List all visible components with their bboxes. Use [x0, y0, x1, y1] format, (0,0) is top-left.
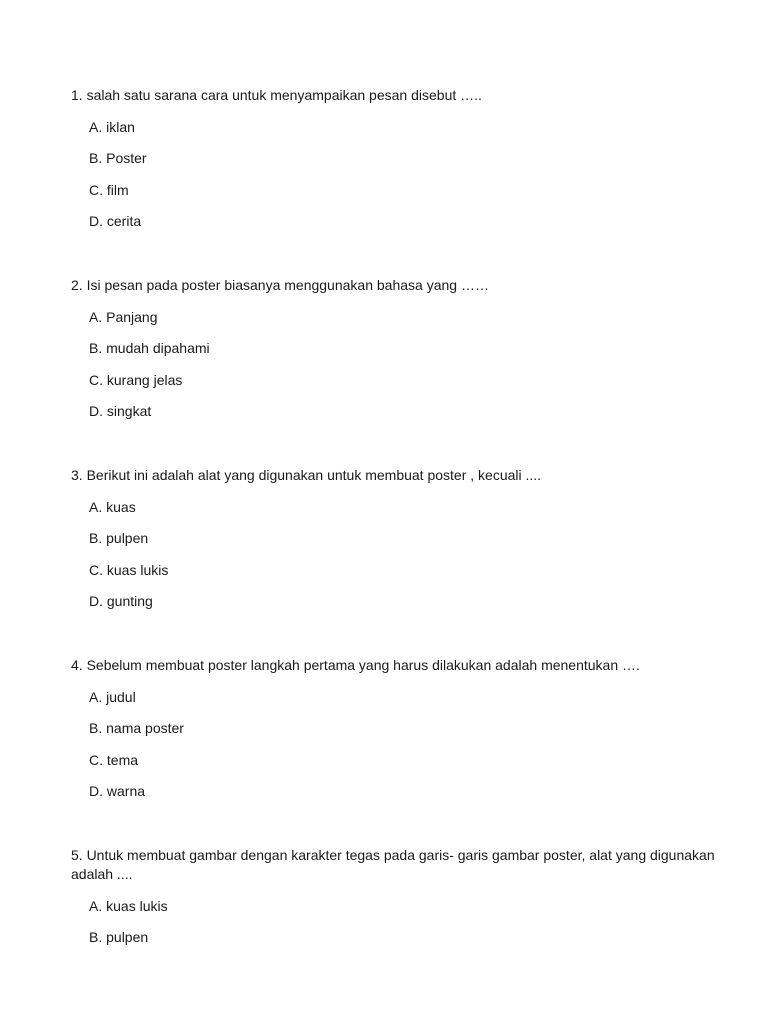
- answer-options: [71, 688, 721, 802]
- answer-option-b: B. pulpen: [89, 929, 149, 946]
- question-text: 2. Isi pesan pada poster biasanya menggunakan bahasa yang ……: [71, 277, 489, 293]
- question-2: [71, 276, 721, 421]
- question-5: [71, 846, 721, 947]
- answer-option-c: C. tema: [89, 751, 139, 768]
- answer-option-b: B. Poster: [89, 150, 147, 167]
- answer-option-d: D. warna: [89, 783, 146, 800]
- answer-options: [71, 498, 721, 612]
- answer-option-a: A. iklan: [89, 118, 135, 135]
- answer-options: [71, 118, 721, 232]
- question-4: [71, 656, 721, 801]
- answer-option-c: C. kuas lukis: [89, 561, 169, 578]
- answer-option-b: B. nama poster: [89, 720, 184, 737]
- answer-option-d: D. gunting: [89, 593, 153, 610]
- answer-option-d: D. singkat: [89, 403, 152, 420]
- answer-option-a: A. kuas lukis: [89, 897, 168, 914]
- question-text: 5. Untuk membuat gambar dengan karakter tegas pada garis- garis gambar poster, alat yang digunakan adalah ....: [71, 847, 715, 882]
- question-text: 1. salah satu sarana cara untuk menyampaikan pesan disebut …..: [71, 87, 482, 103]
- answer-option-c: C. film: [89, 181, 129, 198]
- answer-option-b: B. pulpen: [89, 530, 149, 547]
- answer-option-a: A. judul: [89, 688, 136, 705]
- answer-option-d: D. cerita: [89, 213, 142, 230]
- question-text: 3. Berikut ini adalah alat yang digunakan untuk membuat poster , kecuali ....: [71, 467, 542, 483]
- question-1: [71, 86, 721, 231]
- answer-options: [71, 308, 721, 422]
- answer-option-a: A. kuas: [89, 498, 136, 515]
- question-3: [71, 466, 721, 611]
- answer-option-b: B. mudah dipahami: [89, 340, 210, 357]
- answer-option-a: A. Panjang: [89, 308, 158, 325]
- answer-options: [71, 897, 721, 948]
- answer-option-c: C. kurang jelas: [89, 371, 183, 388]
- question-text: 4. Sebelum membuat poster langkah pertama yang harus dilakukan adalah menentukan ….: [71, 657, 640, 673]
